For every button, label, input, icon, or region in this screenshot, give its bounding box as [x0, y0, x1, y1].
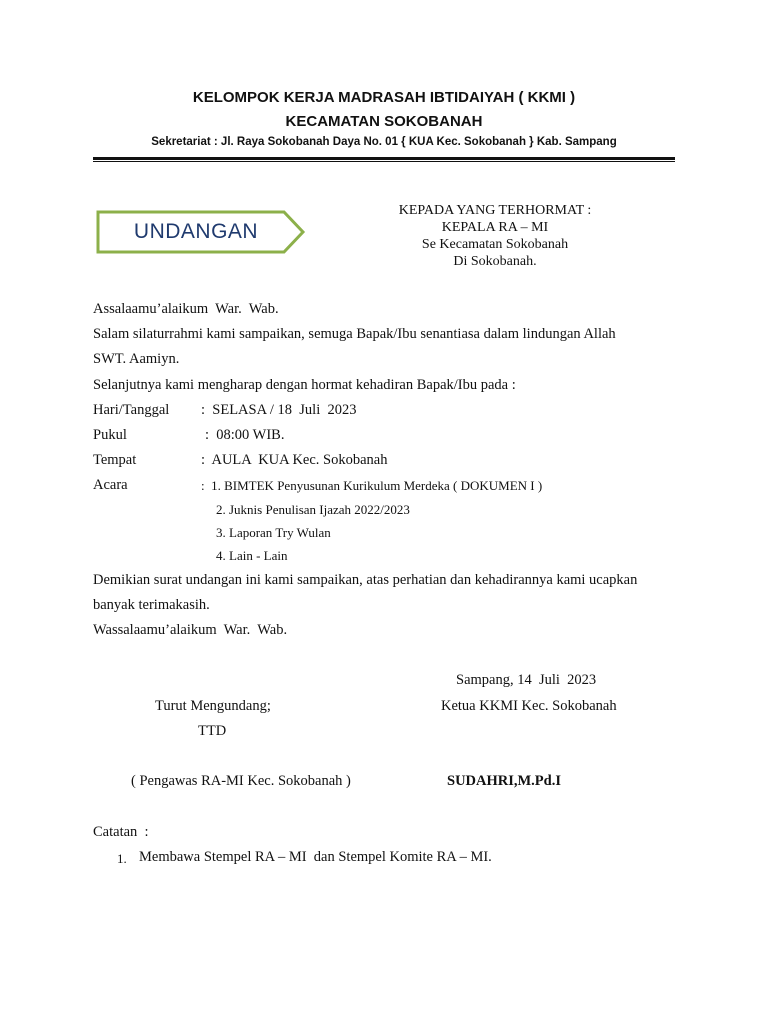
org-title: KELOMPOK KERJA MADRASAH IBTIDAIYAH ( KKMI ) [192, 89, 576, 106]
detail-value-agenda: : 1. BIMTEK Penyusunan Kurikulum Merdeka ( DOKUMEN I ) [201, 478, 543, 493]
header-divider-thick [93, 157, 675, 160]
agenda-item-2: 2. Juknis Penulisan Ijazah 2022/2023 [216, 502, 410, 517]
org-subtitle: KECAMATAN SOKOBANAH [285, 113, 483, 130]
place-date: Sampang, 14 Juli 2023 [456, 672, 597, 688]
detail-label-date: Hari/Tanggal [93, 402, 170, 418]
left-signer-name: ( Pengawas RA-MI Kec. Sokobanah ) [131, 773, 351, 789]
addressee-line-3: Se Kecamatan Sokobanah [421, 237, 569, 252]
right-signer-title: Ketua KKMI Kec. Sokobanah [441, 698, 617, 714]
detail-label-time: Pukul [93, 427, 127, 443]
left-signature-ttd: TTD [198, 723, 227, 739]
addressee-line-4: Di Sokobanah. [453, 254, 537, 269]
greeting: Assalaamu’alaikum War. Wab. [93, 301, 279, 317]
addressee-line-1: KEPADA YANG TERHORMAT : [398, 203, 592, 218]
detail-value-time: : 08:00 WIB. [205, 427, 285, 443]
detail-label-agenda: Acara [93, 477, 128, 493]
paragraph-1-line-2: SWT. Aamiyn. [93, 351, 180, 367]
detail-value-place: : AULA KUA Kec. Sokobanah [201, 452, 388, 468]
badge-label: UNDANGAN [133, 220, 259, 243]
notes-item-number: 1. [117, 851, 127, 866]
detail-label-place: Tempat [93, 452, 137, 468]
farewell: Wassalaamu’alaikum War. Wab. [93, 622, 288, 638]
agenda-item-4: 4. Lain - Lain [216, 548, 288, 563]
header-divider-thin [93, 161, 675, 162]
left-signer-title: Turut Mengundang; [155, 698, 271, 714]
right-signer-name: SUDAHRI,M.Pd.I [447, 773, 561, 789]
paragraph-2: Selanjutnya kami mengharap dengan hormat kehadiran Bapak/Ibu pada : [93, 377, 516, 393]
detail-value-date: : SELASA / 18 Juli 2023 [201, 402, 357, 418]
agenda-item-3: 3. Laporan Try Wulan [216, 525, 331, 540]
closing-line-1: Demikian surat undangan ini kami sampaikan, atas perhatian dan kehadirannya kami ucapkan [93, 572, 638, 588]
notes-item-text: Membawa Stempel RA – MI dan Stempel Komite RA – MI. [139, 849, 492, 865]
notes-heading: Catatan : [93, 824, 149, 840]
secretariat-address: Sekretariat : Jl. Raya Sokobanah Daya No. 01 { KUA Kec. Sokobanah } Kab. Sampang [151, 136, 617, 148]
addressee-line-2: KEPALA RA – MI [441, 220, 549, 235]
closing-line-2: banyak terimakasih. [93, 597, 210, 613]
paragraph-1-line-1: Salam silaturrahmi kami sampaikan, semuga Bapak/Ibu senantiasa dalam lindungan Allah [93, 326, 616, 342]
